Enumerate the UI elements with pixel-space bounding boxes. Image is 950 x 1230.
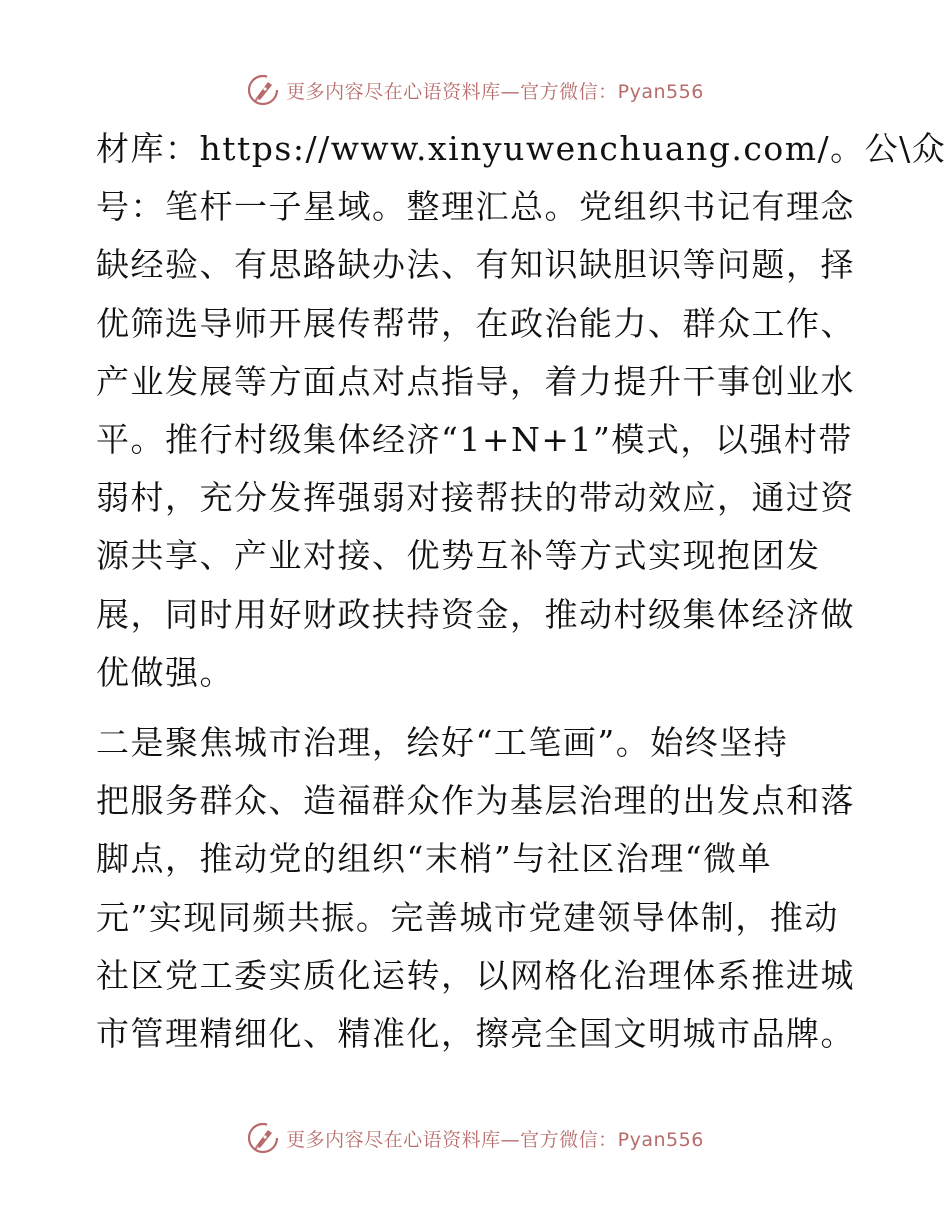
text-line: 优筛选导师开展传帮带，在政治能力、群众工作、 bbox=[96, 303, 855, 343]
watermark-text: 更多内容尽在心语资料库—官方微信：Pyan556 bbox=[286, 1128, 704, 1151]
watermark-text: 更多内容尽在心语资料库—官方微信：Pyan556 bbox=[286, 80, 704, 103]
paragraph-1 bbox=[96, 120, 947, 702]
text-line: 把服务群众、造福群众作为基层治理的出发点和落 bbox=[96, 781, 855, 821]
pen-nib-seal-icon bbox=[246, 1121, 280, 1155]
text-line: 市管理精细化、精准化，擦亮全国文明城市品牌。 bbox=[96, 1014, 855, 1054]
text-line: 优做强。 bbox=[96, 652, 234, 692]
text-line: 展，同时用好财政扶持资金，推动村级集体经济做 bbox=[96, 594, 855, 634]
text-line: 号：笔杆一子星域。整理汇总。党组织书记有理念 bbox=[96, 187, 855, 227]
text-line: 元”实现同频共振。完善城市党建领导体制，推动 bbox=[96, 897, 839, 937]
text-line: 脚点，推动党的组织“末梢”与社区治理“微单 bbox=[96, 839, 773, 879]
text-line: 平。推行村级集体经济“1+N+1”模式，以强村带 bbox=[96, 420, 853, 460]
text-line: 源共享、产业对接、优势互补等方式实现抱团发 bbox=[96, 536, 821, 576]
paragraph-2 bbox=[96, 714, 856, 1063]
footer-watermark bbox=[0, 1118, 950, 1158]
text-line: 缺经验、有思路缺办法、有知识缺胆识等问题，择 bbox=[96, 245, 855, 285]
text-line: 社区党工委实质化运转，以网格化治理体系推进城 bbox=[96, 955, 855, 995]
header-watermark bbox=[0, 70, 950, 110]
document-body bbox=[96, 120, 947, 1063]
text-line: 材库：https://www.xinyuwenchuang.com/。公\众 bbox=[96, 129, 947, 168]
text-line: 弱村，充分发挥强弱对接帮扶的带动效应，通过资 bbox=[96, 478, 855, 518]
text-line: 二是聚焦城市治理，绘好“工笔画”。始终坚持 bbox=[96, 723, 789, 763]
pen-nib-seal-icon bbox=[246, 73, 280, 107]
text-line: 产业发展等方面点对点指导，着力提升干事创业水 bbox=[96, 361, 855, 401]
